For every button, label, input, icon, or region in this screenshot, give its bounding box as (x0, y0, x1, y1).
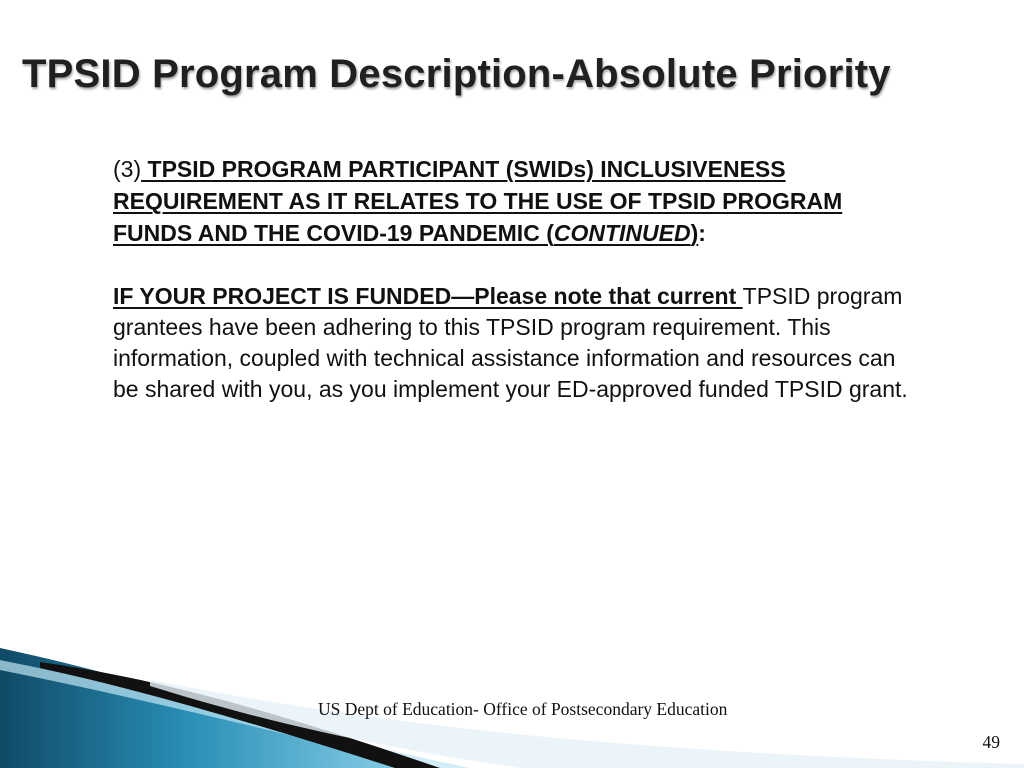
slide-body (113, 153, 913, 405)
slide-title: TPSID Program Description-Absolute Priority (22, 52, 891, 96)
section-heading-close: ) (690, 220, 699, 246)
section-heading (113, 153, 913, 249)
page-number: 49 (982, 732, 1000, 752)
funding-notice (113, 281, 913, 405)
section-number: (3) (113, 156, 142, 182)
funding-notice-lead: IF YOUR PROJECT IS FUNDED—Please note that current (113, 283, 743, 309)
section-heading-colon: : (698, 220, 706, 246)
footer-text: US Dept of Education- Office of Postsecondary Education (318, 699, 728, 719)
funding-notice-text: TPSID program grantees have been adhering to this TPSID program requirement. This information, coupled with technical assistance information and resources can be shared with you, as you implement your ED-approved funded TPSID grant. (113, 283, 908, 402)
section-heading-text: TPSID PROGRAM PARTICIPANT (SWIDs) INCLUSIVENESS REQUIREMENT AS IT RELATES TO THE USE OF TPSID PROGRAM FUNDS AND THE COVID-19 PANDEMIC ( (113, 156, 843, 246)
continued-label: CONTINUED (553, 220, 691, 246)
